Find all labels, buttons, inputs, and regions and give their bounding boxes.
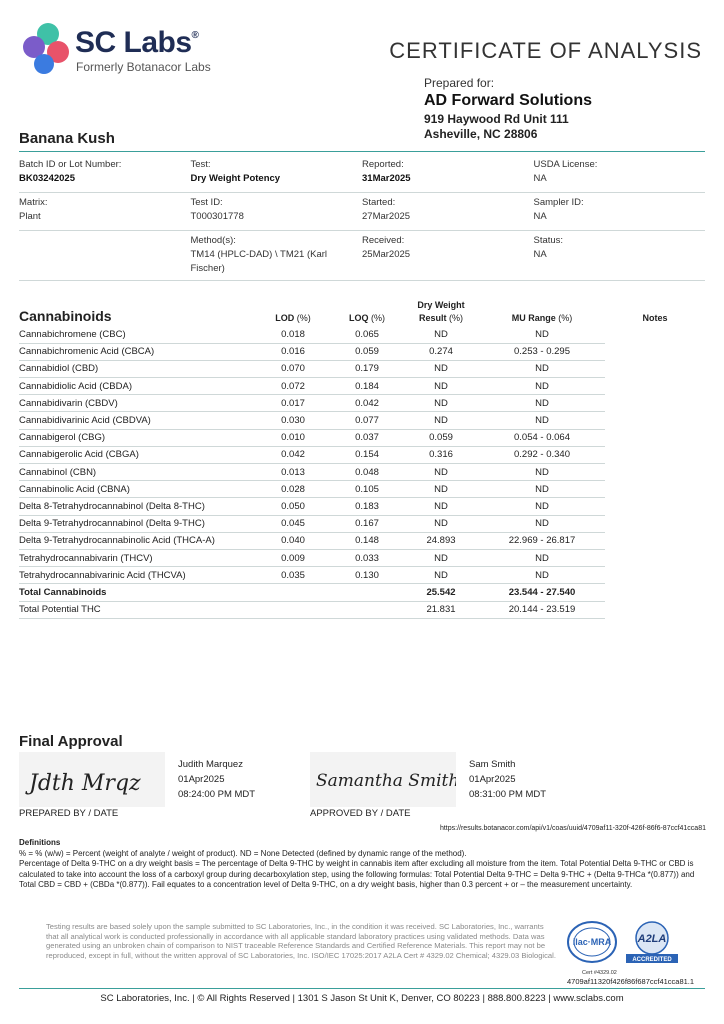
mu-header-label: MU Range [511, 313, 556, 323]
notes-value [605, 567, 705, 584]
table-row [19, 601, 705, 618]
reported-value: 31Mar2025 [362, 173, 411, 184]
approver-info [469, 757, 546, 802]
lod-header-label: LOD [275, 313, 295, 323]
test-value: Dry Weight Potency [190, 173, 281, 184]
brand-name: SC Labs [75, 26, 192, 59]
result-value: ND [403, 481, 479, 498]
approved-by-label: APPROVED BY / DATE [310, 808, 411, 819]
test-label: Test: [190, 159, 211, 170]
a2la-icon [626, 922, 678, 963]
batch-value: BK03242025 [19, 173, 75, 184]
lod-value [255, 601, 331, 618]
analyte-name: Cannabidivarin (CBDV) [19, 395, 255, 412]
lod-header [255, 300, 331, 326]
approver-date: 01Apr2025 [469, 774, 516, 785]
loq-unit: (%) [371, 313, 385, 323]
result-value: ND [403, 549, 479, 566]
brand-mark: ® [191, 30, 199, 41]
result-value: 0.059 [403, 429, 479, 446]
lod-value: 0.050 [255, 498, 331, 515]
loq-value [331, 584, 403, 601]
definitions-line-1: % = % (w/w) = Percent (weight of analyte / weight of product). ND = None Detected (defined by dynamic range of the method). [19, 848, 467, 858]
lod-value: 0.030 [255, 412, 331, 429]
definitions-block [19, 838, 707, 891]
a2la-label: A2LA [637, 933, 667, 945]
product-name: Banana Kush [19, 130, 115, 147]
matrix-label: Matrix: [19, 197, 48, 208]
loq-value: 0.179 [331, 360, 403, 377]
status-cell [534, 231, 706, 280]
preparer-info [178, 757, 255, 802]
status-value: NA [533, 249, 547, 260]
mu-value: ND [479, 360, 605, 377]
approver-time: 08:31:00 PM MDT [469, 789, 547, 800]
table-row [19, 360, 705, 377]
definitions-title: Definitions [19, 838, 61, 847]
info-row [19, 155, 705, 193]
result-value: ND [403, 567, 479, 584]
preparer-time: 08:24:00 PM MDT [178, 789, 256, 800]
ilac-label: ilac·MRA [572, 937, 612, 947]
mu-value: ND [479, 395, 605, 412]
results-url[interactable]: https://results.botanacor.com/api/v1/coas/uuid/4709af11-320f-426f-86f6-87ccf41cca81 [439, 825, 706, 832]
loq-value: 0.167 [331, 515, 403, 532]
loq-value: 0.105 [331, 481, 403, 498]
loq-value: 0.077 [331, 412, 403, 429]
footer-divider [19, 988, 705, 989]
mu-value: ND [479, 378, 605, 395]
analyte-name: Cannabinol (CBN) [19, 464, 255, 481]
notes-value [605, 498, 705, 515]
mu-value: 22.969 - 26.817 [479, 532, 605, 549]
notes-value [605, 549, 705, 566]
result-value: ND [403, 326, 479, 343]
lod-value: 0.028 [255, 481, 331, 498]
usda-label: USDA License: [533, 159, 598, 170]
received-value: 25Mar2025 [362, 249, 411, 260]
result-value: ND [403, 378, 479, 395]
cert-number-small: Cert #4329.02 [582, 970, 617, 976]
table-row [19, 567, 705, 584]
cannabinoids-table [19, 300, 705, 619]
result-value: 21.831 [403, 601, 479, 618]
prepared-by-label: PREPARED BY / DATE [19, 808, 119, 819]
status-label: Status: [533, 235, 564, 246]
page-title: CERTIFICATE OF ANALYSIS [389, 38, 702, 63]
loq-value: 0.059 [331, 343, 403, 360]
table-row [19, 515, 705, 532]
result-header-label: Result [418, 313, 447, 323]
client-address-1: 919 Haywood Rd Unit 111 [424, 112, 569, 126]
result-value: 0.316 [403, 446, 479, 463]
table-row [19, 549, 705, 566]
reported-cell [362, 155, 534, 192]
received-cell [362, 231, 534, 280]
started-value: 27Mar2025 [362, 211, 411, 222]
loq-value: 0.183 [331, 498, 403, 515]
notes-value [605, 343, 705, 360]
analyte-name: Total Cannabinoids [19, 584, 255, 601]
result-value: 24.893 [403, 532, 479, 549]
table-row [19, 498, 705, 515]
table-row [19, 464, 705, 481]
approver-signature [310, 752, 456, 807]
cert-id: 4709af11320f426f86f687ccf41cca81.1 [567, 977, 695, 986]
mu-header [479, 300, 605, 326]
mu-unit: (%) [558, 313, 573, 323]
table-row [19, 395, 705, 412]
mu-value: 23.544 - 27.540 [479, 584, 605, 601]
lod-value: 0.042 [255, 446, 331, 463]
client-name: AD Forward Solutions [424, 92, 592, 109]
reported-label: Reported: [362, 159, 404, 170]
started-label: Started: [362, 197, 396, 208]
lod-value: 0.072 [255, 378, 331, 395]
notes-value [605, 429, 705, 446]
loq-value: 0.042 [331, 395, 403, 412]
loq-value: 0.154 [331, 446, 403, 463]
lod-value [255, 584, 331, 601]
notes-value [605, 360, 705, 377]
mu-value: ND [479, 464, 605, 481]
loq-value: 0.148 [331, 532, 403, 549]
mu-value: ND [479, 549, 605, 566]
loq-value: 0.184 [331, 378, 403, 395]
client-address-2: Asheville, NC 28806 [424, 127, 538, 141]
lod-value: 0.018 [255, 326, 331, 343]
loq-header-label: LOQ [348, 313, 369, 323]
lod-value: 0.010 [255, 429, 331, 446]
analyte-name: Cannabigerol (CBG) [19, 429, 255, 446]
analyte-name: Cannabidivarinic Acid (CBDVA) [19, 412, 255, 429]
result-value: ND [403, 498, 479, 515]
preparer-date: 01Apr2025 [178, 774, 225, 785]
analyte-name: Delta 8-Tetrahydrocannabinol (Delta 8-THC) [19, 498, 255, 515]
loq-value: 0.037 [331, 429, 403, 446]
mu-value: ND [479, 567, 605, 584]
notes-value [605, 326, 705, 343]
result-value: ND [403, 395, 479, 412]
batch-cell [19, 155, 191, 192]
test-cell [191, 155, 363, 192]
lod-value: 0.013 [255, 464, 331, 481]
brand-subtitle: Formerly Botanacor Labs [76, 60, 211, 74]
table-row [19, 532, 705, 549]
lod-unit: (%) [296, 313, 311, 323]
analyte-name: Delta 9-Tetrahydrocannabinolic Acid (THCA-A) [19, 532, 255, 549]
prepared-label: Prepared for: [424, 76, 495, 90]
loq-header [331, 300, 403, 326]
method-cell [191, 231, 363, 280]
mu-value: ND [479, 515, 605, 532]
table-title: Cannabinoids [19, 308, 112, 324]
table-row [19, 584, 705, 601]
analyte-name: Total Potential THC [19, 601, 255, 618]
loq-value: 0.033 [331, 549, 403, 566]
mu-value: 0.292 - 0.340 [479, 446, 605, 463]
table-row [19, 326, 705, 343]
page-footer: SC Laboratories, Inc. | © All Rights Reserved | 1301 S Jason St Unit K, Denver, CO 80223 | 888.800.8223 | www.sclabs.com [100, 993, 624, 1004]
mu-value: 0.253 - 0.295 [479, 343, 605, 360]
result-value: ND [403, 464, 479, 481]
notes-value [605, 532, 705, 549]
loq-value [331, 601, 403, 618]
loq-value: 0.065 [331, 326, 403, 343]
signature-1-text: Jdth Mrqz [29, 771, 141, 796]
analyte-name: Cannabichromene (CBC) [19, 326, 255, 343]
result-unit: (%) [449, 313, 464, 323]
definitions-line-2: Percentage of Delta 9-THC on a dry weight basis = The percentage of Delta 9-THC by weight in cannabis item after excluding all moisture from the item. Total Potential Delta 9-THC or CBD is calculated to take into account the loss of a carboxyl group during decarboxylation step, using the following formulas: Total Potential Delta 9-THC = Delta 9-THC + (Delta 9-THCa *(0.877)) and Total CBD = CBD + (CBDa *(0.877)). Fail equates to a concentration level of Delta 9-THC, on a dry weight basis, higher than 0.3 percent + or – the measurement uncertainty. [19, 859, 695, 890]
sampler-label: Sampler ID: [533, 197, 584, 208]
ilac-mra-icon [568, 922, 616, 962]
approver-name: Sam Smith [469, 759, 516, 770]
received-label: Received: [362, 235, 405, 246]
accredited-label: ACCREDITED [632, 957, 672, 963]
preparer-name: Judith Marquez [178, 759, 243, 770]
result-value: ND [403, 360, 479, 377]
table-row [19, 412, 705, 429]
lod-value: 0.045 [255, 515, 331, 532]
table-row [19, 481, 705, 498]
result-header-top: Dry Weight [417, 300, 465, 310]
lod-value: 0.035 [255, 567, 331, 584]
table-row [19, 429, 705, 446]
loq-value: 0.130 [331, 567, 403, 584]
table-row [19, 378, 705, 395]
analyte-name: Cannabinolic Acid (CBNA) [19, 481, 255, 498]
usda-value: NA [533, 173, 547, 184]
empty-cell [19, 231, 191, 280]
signature-2-text: Samantha Smith [316, 771, 456, 791]
lod-value: 0.040 [255, 532, 331, 549]
mu-value: ND [479, 412, 605, 429]
notes-value [605, 515, 705, 532]
prepared-for-block [424, 76, 714, 142]
notes-value [605, 601, 705, 618]
notes-value [605, 378, 705, 395]
notes-value [605, 464, 705, 481]
lod-value: 0.009 [255, 549, 331, 566]
disclaimer-text: Testing results are based solely upon the sample submitted to SC Laboratories, Inc., in the condition it was received. SC Laboratories, Inc., warrants that all analytical work is conducted professionally in accordance with all applicable standard laboratory practices using validated methods. Data was generated using an unbroken chain of comparison to NIST traceable Reference Standards and Certified Reference Materials. This report may not be reproduced, except in full, without the written approval of SC Laboratories, Inc. ISO/IEC 17025:2017 A2LA Cert # 4329.02 Chemical; 4329.03 Biological. [46, 922, 556, 960]
sample-info-grid [19, 155, 705, 281]
method-label: Method(s): [190, 235, 236, 246]
sampler-cell [534, 193, 706, 230]
notes-value [605, 584, 705, 601]
notes-value [605, 395, 705, 412]
analyte-name: Tetrahydrocannabivarinic Acid (THCVA) [19, 567, 255, 584]
result-header [403, 300, 479, 326]
matrix-cell [19, 193, 191, 230]
preparer-signature [19, 752, 165, 807]
analyte-name: Tetrahydrocannabivarin (THCV) [19, 549, 255, 566]
analyte-name: Cannabigerolic Acid (CBGA) [19, 446, 255, 463]
lod-value: 0.070 [255, 360, 331, 377]
logo-dots-icon [20, 20, 70, 80]
mu-value: 0.054 - 0.064 [479, 429, 605, 446]
table-row [19, 343, 705, 360]
result-value: 0.274 [403, 343, 479, 360]
mu-value: 20.144 - 23.519 [479, 601, 605, 618]
started-cell [362, 193, 534, 230]
usda-cell [534, 155, 706, 192]
result-value: ND [403, 515, 479, 532]
mu-value: ND [479, 498, 605, 515]
loq-value: 0.048 [331, 464, 403, 481]
sampler-value: NA [533, 211, 547, 222]
analyte-name: Cannabidiol (CBD) [19, 360, 255, 377]
lod-value: 0.016 [255, 343, 331, 360]
testid-label: Test ID: [190, 197, 223, 208]
analyte-name: Delta 9-Tetrahydrocannabinol (Delta 9-THC) [19, 515, 255, 532]
accreditation-logos [566, 918, 710, 970]
notes-value [605, 412, 705, 429]
result-value: 25.542 [403, 584, 479, 601]
batch-label: Batch ID or Lot Number: [19, 159, 122, 170]
mu-value: ND [479, 481, 605, 498]
testid-cell [191, 193, 363, 230]
header-divider [19, 151, 705, 152]
testid-value: T000301778 [190, 211, 244, 222]
matrix-value: Plant [19, 211, 41, 222]
mu-value: ND [479, 326, 605, 343]
analyte-name: Cannabichromenic Acid (CBCA) [19, 343, 255, 360]
info-row [19, 231, 705, 281]
method-value: TM14 (HPLC-DAD) \ TM21 (Karl Fischer) [190, 249, 328, 274]
notes-header: Notes [642, 313, 668, 323]
table-header-row [19, 300, 705, 326]
analyte-name: Cannabidiolic Acid (CBDA) [19, 378, 255, 395]
final-approval-title: Final Approval [19, 733, 123, 750]
table-row [19, 446, 705, 463]
info-row [19, 193, 705, 231]
notes-value [605, 481, 705, 498]
lod-value: 0.017 [255, 395, 331, 412]
sc-labs-logo [20, 20, 230, 80]
result-value: ND [403, 412, 479, 429]
notes-value [605, 446, 705, 463]
